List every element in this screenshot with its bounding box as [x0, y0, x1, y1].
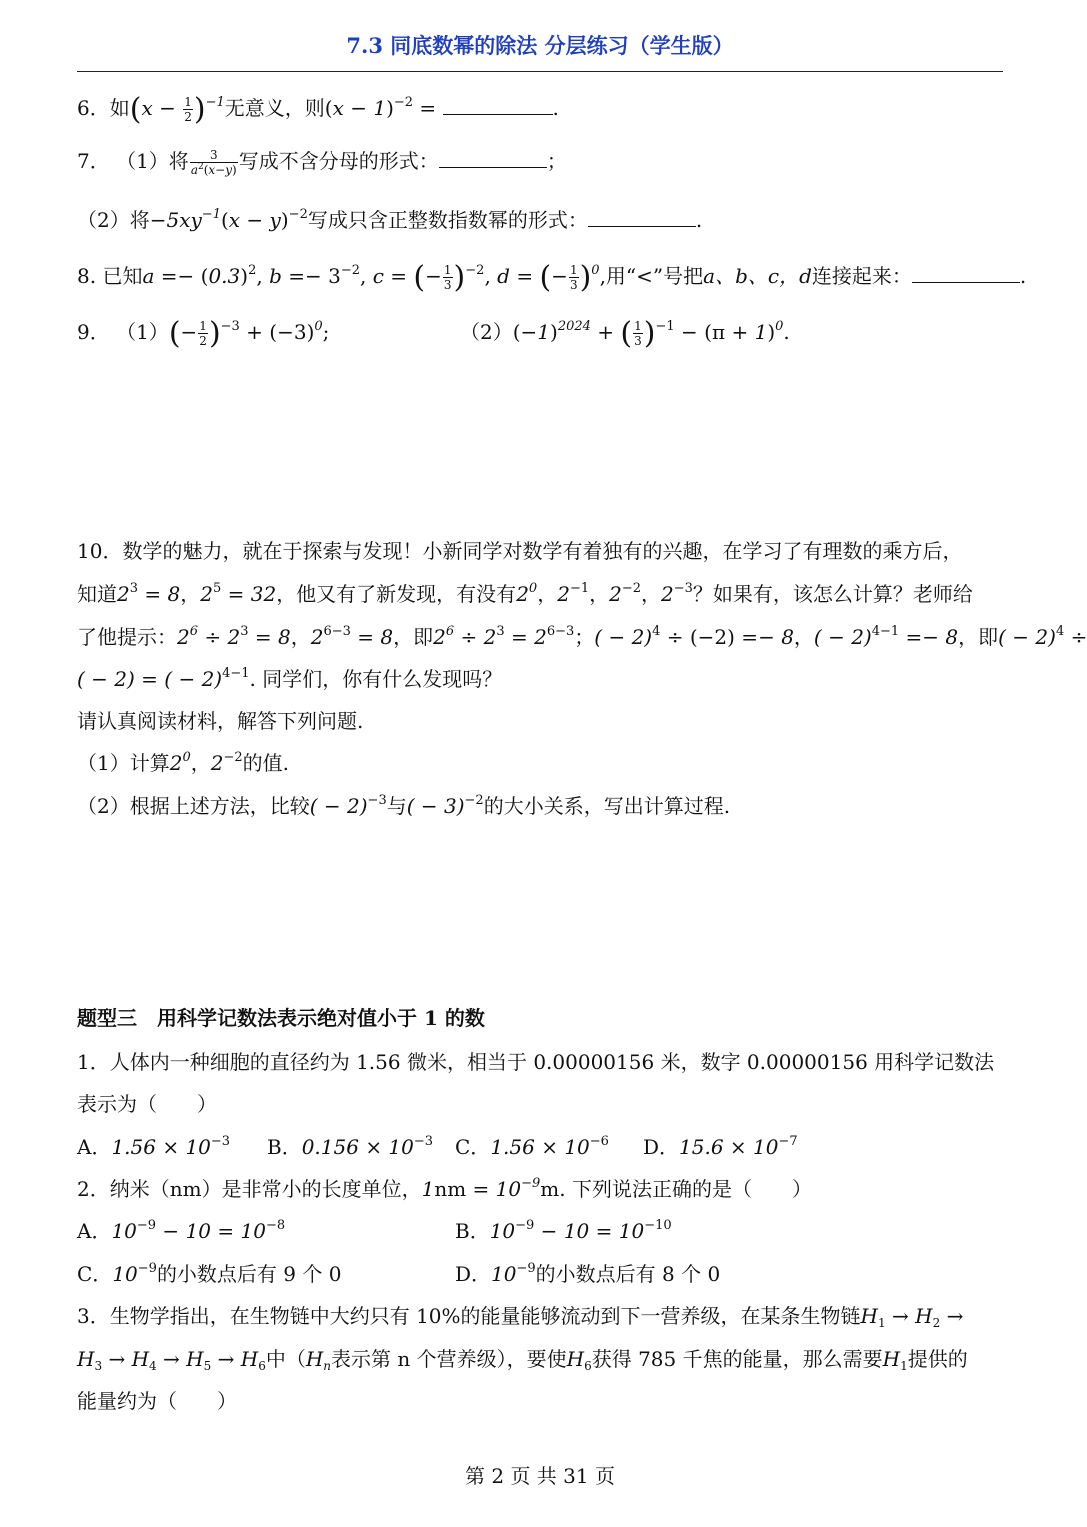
question-10-line-3: 了他提示：$2^6 \div 2^3 = 8$，$2^{6-3} = 8$，即$2^6 \div 2^3 = 2^{6-3}$；( − 2)$^4$ ÷ (−2) =− 8，( − 2)$^{4-1}$ =− 8，即( − 2)$^4$ ÷ — [77, 624, 1087, 649]
question-10-line-2: 知道$2^3 = 8$，$2^5 = 32$，他又有了新发现，有没有$2^0$，$2^{-1}$，$2^{-2}$，$2^{-3}$？如果有，该怎么计算？老师给 — [77, 581, 973, 606]
question-10-sub-2: （2）根据上述方法，比较( − 2)$^{-3}$与( − 3)$^{-2}$的大小关系，写出计算过程. — [77, 793, 731, 818]
answer-blank[interactable] — [588, 206, 696, 227]
option-a[interactable]: A．$1.56 \times 10^{-3}$ — [77, 1134, 231, 1159]
s3-question-3-line-2: $H_3 \to H_4 \to H_5 \to H_6$中（$H_n$表示第 n 个营养级），要使$H_6$获得 785 千焦的能量，那么需要$H_1$提供的 — [77, 1347, 968, 1373]
page-number: 第 2 页 共 31 页 — [465, 1464, 615, 1488]
s3-question-3-line-1: 3．生物学指出，在生物链中大约只有 10%的能量能够流动到下一营养级，在某条生物链$H_1 \to H_2$ → — [77, 1304, 964, 1330]
option-b[interactable]: B．$0.156 \times 10^{-3}$ — [267, 1134, 434, 1159]
question-7-part-2: （2）将$-5xy^{-1}(x - y)^{-2}$写成只含正整数指数幂的形式： . — [77, 207, 703, 232]
question-6: 6．如(x − $\frac{1}{2}$ )$^{-1}$无意义，则$(x - 1)^{-2}$ = . — [77, 92, 559, 127]
section-heading: 题型三 用科学记数法表示绝对值小于 1 的数 — [77, 1006, 485, 1030]
answer-blank[interactable] — [443, 94, 553, 115]
option-a[interactable]: A．$10^{-9} - 10 = 10^{-8}$ — [77, 1218, 286, 1243]
question-7-part-1: 7． （1）将 $\frac{3}{a^2(x-y)}$ 写成不含分母的形式： ； — [77, 148, 567, 177]
s3-question-2-line-1: 2．纳米（nm）是非常小的长度单位，$1nm = 10^{-9}m$. 下列说法正确的是（ ） — [77, 1176, 812, 1201]
question-9-part-2: $(2)(-1)^{2024}$ + ( $\frac{1}{3}$ )$^{-1} - (\pi + 1)^0$. — [460, 316, 790, 351]
header-divider — [77, 71, 1003, 72]
question-10-line-1: 10．数学的魅力，就在于探索与发现！小新同学对数学有着独有的兴趣，在学习了有理数的乘方后， — [77, 539, 963, 563]
question-10-sub-1: （1）计算$2^0$，$2^{-2}$的值. — [77, 750, 290, 775]
option-d[interactable]: D．$10^{-9}$的小数点后有 8 个 0 — [455, 1261, 721, 1286]
option-b[interactable]: B．$10^{-9} - 10 = 10^{-10}$ — [455, 1218, 672, 1243]
s3-question-1-line-2: 表示为（ ） — [77, 1092, 217, 1116]
answer-blank[interactable] — [439, 147, 547, 168]
question-10-line-5: 请认真阅读材料，解答下列问题. — [77, 709, 364, 733]
question-9-part-1: 9． （1）(− $\frac{1}{2}$ )$^{-3} + (-3)^0$; — [77, 316, 330, 351]
s3-question-3-line-3: 能量约为（ ） — [77, 1389, 237, 1413]
option-d[interactable]: D．$15.6 \times 10^{-7}$ — [643, 1134, 798, 1159]
question-8: 8. 已知$a =- (0.3)^2$, $b =- 3^{-2}$, c = (− $\frac{1}{3}$ )$^{-2}$, d = (− $\frac{1}{3}$ )$^0$,用“<”号把a、b、c，d连接起来： . — [77, 260, 1027, 295]
question-10-line-4: ( − 2) = ( − 2)$^{4-1}$. 同学们，你有什么发现吗？ — [77, 666, 503, 691]
option-c[interactable]: C．$1.56 \times 10^{-6}$ — [455, 1134, 609, 1159]
option-c[interactable]: C．$10^{-9}$的小数点后有 9 个 0 — [77, 1261, 342, 1286]
s3-question-1-line-1: 1．人体内一种细胞的直径约为 1.56 微米，相当于 0.00000156 米，数字 0.00000156 用科学记数法 — [77, 1050, 995, 1074]
answer-blank[interactable] — [912, 262, 1020, 283]
page-title: 7.3 同底数幂的除法 分层练习（学生版） — [346, 33, 734, 58]
